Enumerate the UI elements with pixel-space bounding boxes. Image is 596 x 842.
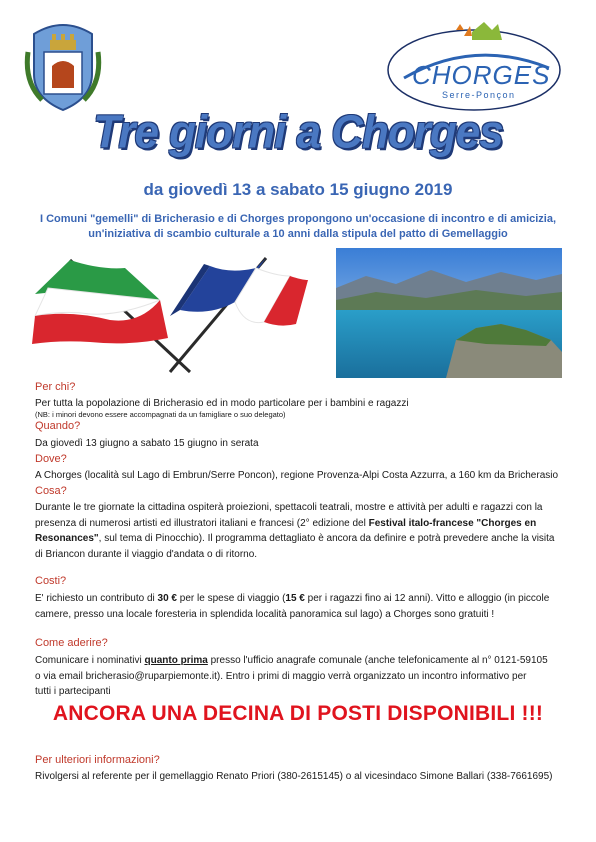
- price-child: 15 €: [285, 593, 305, 604]
- note-minori: (NB: i minori devono essere accompagnati da un famigliare o suo delegato): [35, 410, 286, 419]
- answer-aderire-line-1: [35, 653, 565, 669]
- question-quando: Quando?: [35, 420, 81, 432]
- answer-per-chi: Per tutta la popolazione di Bricherasio ed in modo particolare per i bambini e ragazzi: [35, 398, 409, 409]
- question-info: Per ulteriori informazioni?: [35, 754, 160, 766]
- page-title: Tre giorni a Chorges: [93, 106, 503, 159]
- answer-info: Rivolgersi al referente per il gemellaggio Renato Priori (380-2615145) o al vicesindaco Simone Ballari (338-7661695): [35, 771, 553, 782]
- answer-dove: A Chorges (località sul Lago di Embrun/Serre Poncon), regione Provenza-Alpi Costa Azzurra, a 160 km da Bricherasio: [35, 470, 559, 481]
- question-aderire: Come aderire?: [35, 637, 108, 649]
- lake-photo: [336, 248, 562, 378]
- intro-text: [30, 212, 566, 242]
- costi-text: E' richiesto un contributo di: [35, 593, 158, 604]
- answer-cosa-line-1: Durante le tre giornate la cittadina ospiterà proiezioni, spettacoli teatrali, mostre e attività per adulti e ragazzi con la: [35, 502, 543, 513]
- costi-text: per le spese di viaggio (: [177, 593, 286, 604]
- question-cosa: Cosa?: [35, 485, 67, 497]
- question-costi: Costi?: [35, 575, 67, 587]
- answer-cosa-line-3: [35, 531, 565, 547]
- festival-name: Festival italo-francese "Chorges en: [368, 517, 537, 529]
- aderire-text: presso l'ufficio anagrafe comunale (anche telefonicamente al n° 0121-59105: [207, 655, 548, 666]
- answer-aderire-line-3: tutti i partecipanti: [35, 686, 111, 697]
- intro-line-2: un'iniziativa di scambio culturale a 10 anni dalla stipula del patto di Gemellaggio: [88, 228, 508, 240]
- svg-text:Serre-Ponçon: Serre-Ponçon: [442, 90, 516, 100]
- intro-line-1: I Comuni "gemelli" di Bricherasio e di Chorges propongono un'occasione di incontro e di amicizia,: [39, 213, 557, 225]
- svg-text:CHORGES: CHORGES: [412, 60, 551, 90]
- price-adult: 30 €: [157, 593, 177, 604]
- answer-costi: [35, 591, 565, 622]
- answer-aderire: [35, 653, 565, 700]
- answer-cosa-line-4: di Briancon durante il viaggio d'andata o di ritorno.: [35, 548, 258, 560]
- question-dove: Dove?: [35, 453, 67, 465]
- question-per-chi: Per chi?: [35, 381, 76, 393]
- answer-costi-line-2: camere, presso una locale foresteria in splendida località panoramica sul lago) a Chorges sono gratuiti !: [35, 608, 495, 620]
- answer-cosa-line-2: [35, 516, 565, 532]
- answer-cosa: [35, 500, 565, 562]
- answer-costi-line-1: [35, 591, 565, 607]
- costi-text: per i ragazzi fino ai 12 anni). Vitto e alloggio (in piccole: [304, 593, 550, 604]
- cosa-text: , sul tema di Pinocchio). Il programma dettagliato è ancora da definire e potrà prevedere anche la visita: [98, 533, 555, 544]
- answer-quando: Da giovedì 13 giugno a sabato 15 giugno in serata: [35, 438, 259, 449]
- crossed-flags-image: [30, 250, 310, 380]
- answer-aderire-line-2: o via email bricherasio@ruparpiemonte.it). Entro i primi di maggio verrà organizzato un incontro informativo per: [35, 670, 527, 682]
- festival-name-end: Resonances": [35, 533, 99, 544]
- chorges-logo: [384, 18, 564, 113]
- event-dates: da giovedì 13 a sabato 15 giugno 2019: [143, 180, 453, 199]
- aderire-text: Comunicare i nominativi: [35, 655, 145, 666]
- coat-of-arms-image: [22, 12, 104, 114]
- quanto-prima-emphasis: quanto prima: [144, 655, 208, 666]
- availability-banner: ANCORA UNA DECINA DI POSTI DISPONIBILI !!!: [52, 702, 544, 725]
- cosa-text: presenza di numerosi artisti ed illustratori italiani e francesi (2° edizione del: [35, 517, 369, 529]
